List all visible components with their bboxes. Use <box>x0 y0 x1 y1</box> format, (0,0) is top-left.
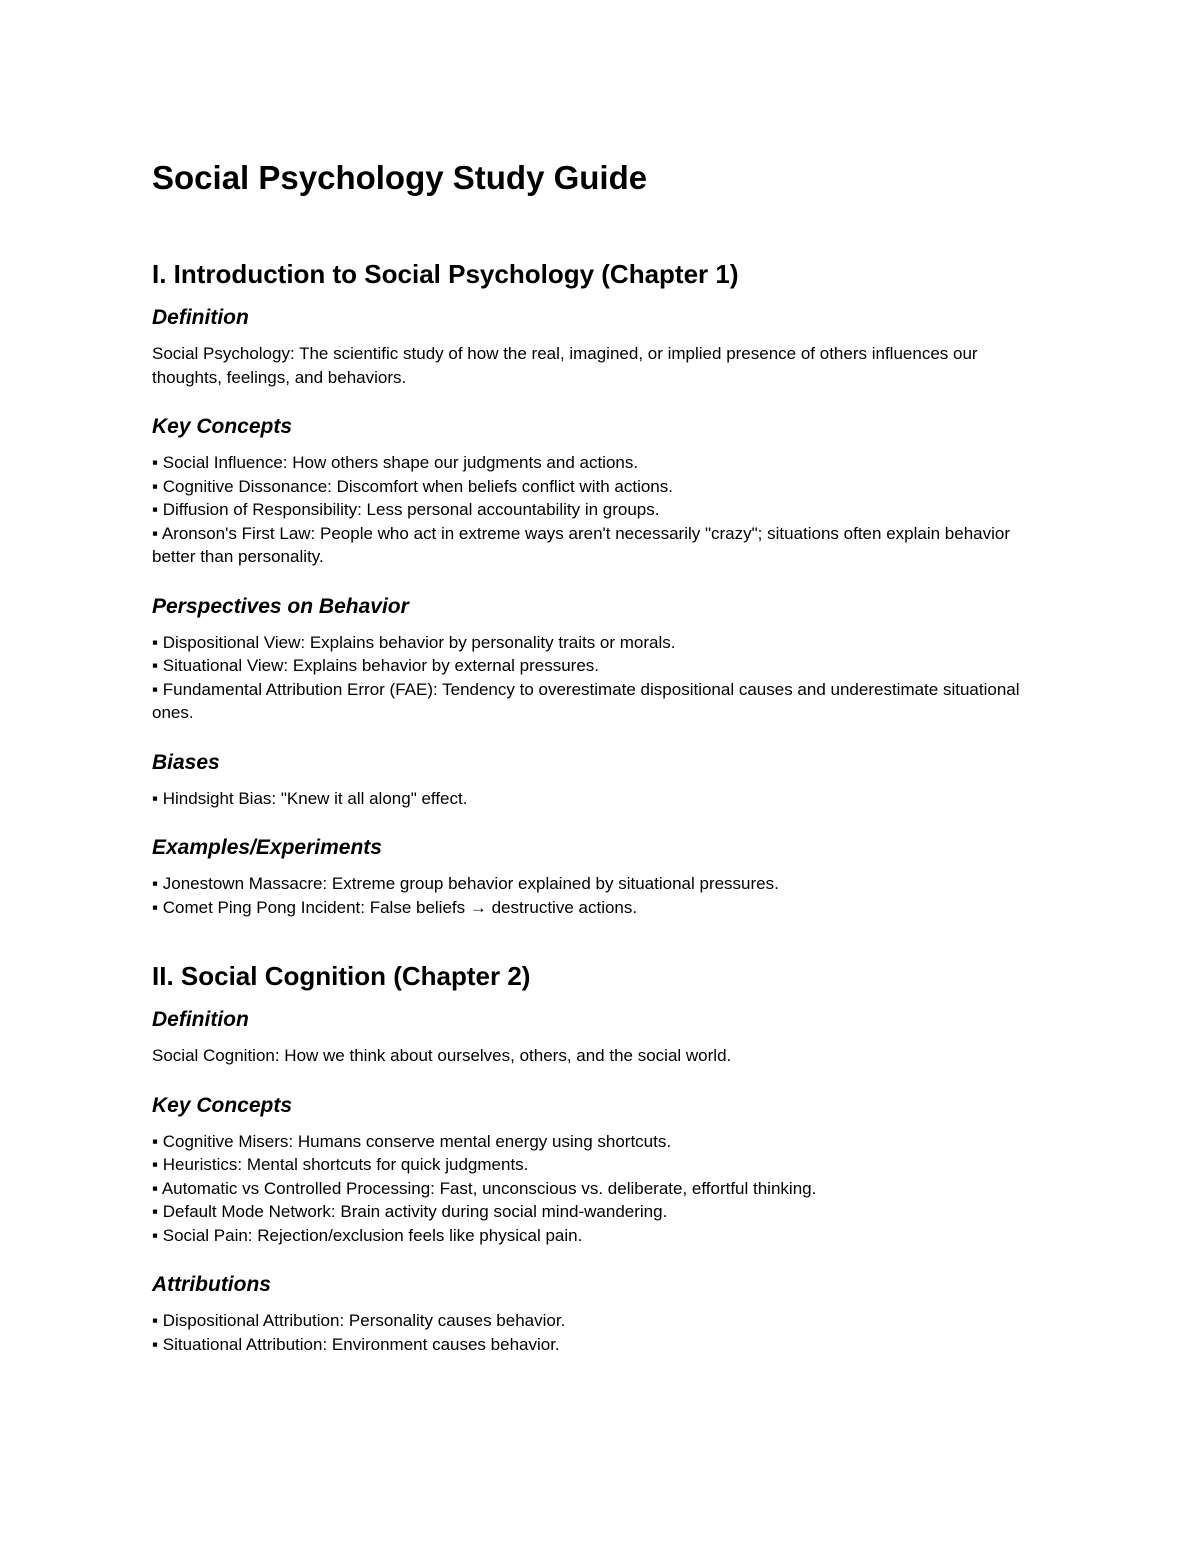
bullet-marker: ▪ <box>152 500 163 519</box>
chapter-2-heading: II. Social Cognition (Chapter 2) <box>152 961 531 991</box>
list-item-text: Automatic vs Controlled Processing: Fast, unconscious vs. deliberate, effortful thinking. <box>161 1178 817 1198</box>
list-item <box>152 1153 1052 1177</box>
bullet-marker: ▪ <box>152 679 163 699</box>
chapter-1-perspectives-list <box>152 631 1052 725</box>
list-item <box>152 1309 1052 1333</box>
bullet-marker: ▪ <box>152 632 163 652</box>
bullet-marker: ▪ <box>152 476 163 496</box>
bullet-marker: ▪ <box>152 897 163 917</box>
list-item-text: Dispositional View: Explains behavior by personality traits or morals. <box>162 632 676 652</box>
list-item <box>152 654 1052 678</box>
list-item-text: Fundamental Attribution Error (FAE): Tendency to overestimate dispositional causes and underestimate situational ones. <box>152 679 1020 722</box>
bullet-marker: ▪ <box>152 1202 163 1221</box>
chapter-2-key-concepts-heading: Key Concepts <box>152 1093 293 1117</box>
list-item <box>152 475 1052 499</box>
document-title: Social Psychology Study Guide <box>152 159 648 196</box>
list-item-text: Situational Attribution: Environment causes behavior. <box>162 1334 560 1354</box>
chapter-2-attributions-list <box>152 1309 1052 1356</box>
chapter-1-examples-heading: Examples/Experiments <box>152 836 382 859</box>
bullet-marker: ▪ <box>152 1311 163 1330</box>
chapter-1-key-concepts-list <box>152 451 1052 569</box>
list-item-text: Hindsight Bias: "Knew it all along" effect. <box>162 788 468 808</box>
bullet-marker: ▪ <box>152 656 163 675</box>
list-item <box>152 1130 1052 1154</box>
list-item-text: Default Mode Network: Brain activity during social mind-wandering. <box>162 1202 668 1221</box>
list-item <box>152 631 1052 655</box>
chapter-1-heading: I. Introduction to Social Psychology (Chapter 1) <box>152 259 739 289</box>
bullet-marker: ▪ <box>152 1178 162 1198</box>
list-item <box>152 451 1052 475</box>
bullet-marker: ▪ <box>152 453 163 472</box>
list-item-text: Social Influence: How others shape our judgments and actions. <box>162 453 639 472</box>
list-item-text: Situational View: Explains behavior by external pressures. <box>162 656 600 675</box>
chapter-1-definition-text: Social Psychology: The scientific study of how the real, imagined, or implied presence of others influences our thoughts, feelings, and behaviors. <box>152 344 978 387</box>
list-item-text: Heuristics: Mental shortcuts for quick judgments. <box>162 1155 529 1174</box>
chapter-1-examples-list <box>152 872 1052 919</box>
chapter-1-biases-list <box>152 787 1052 811</box>
list-item-text: Diffusion of Responsibility: Less personal accountability in groups. <box>162 500 660 519</box>
list-item <box>152 1200 1052 1224</box>
list-item-text: Cognitive Misers: Humans conserve mental energy using shortcuts. <box>162 1131 672 1151</box>
list-item-text: Social Pain: Rejection/exclusion feels like physical pain. <box>162 1225 583 1245</box>
list-item <box>152 678 1052 725</box>
list-item <box>152 1177 1052 1201</box>
bullet-marker: ▪ <box>152 1225 163 1245</box>
chapter-2 <box>152 959 1052 1356</box>
chapter-1 <box>152 257 1052 919</box>
bullet-marker: ▪ <box>152 874 163 893</box>
list-item-text: Jonestown Massacre: Extreme group behavior explained by situational pressures. <box>162 874 779 893</box>
chapter-1-biases-heading: Biases <box>152 750 220 774</box>
chapter-1-definition-heading: Definition <box>152 306 249 329</box>
chapter-1-key-concepts-heading: Key Concepts <box>152 415 293 438</box>
list-item <box>152 872 1052 896</box>
list-item <box>152 498 1052 522</box>
list-item-text: Comet Ping Pong Incident: False beliefs → destructive actions. <box>162 897 638 917</box>
list-item <box>152 522 1052 569</box>
bullet-marker: ▪ <box>152 523 162 543</box>
list-item <box>152 787 1052 811</box>
chapter-2-key-concepts-list <box>152 1130 1052 1248</box>
chapter-2-attributions-heading: Attributions <box>152 1273 271 1296</box>
bullet-marker: ▪ <box>152 1131 163 1151</box>
chapter-2-definition-text: Social Cognition: How we think about ourselves, others, and the social world. <box>152 1046 732 1065</box>
document-page <box>152 150 1052 1396</box>
list-item <box>152 896 1052 920</box>
list-item-text: Aronson's First Law: People who act in extreme ways aren't necessarily "crazy"; situations often explain behavior better than personality. <box>152 523 1010 566</box>
list-item <box>152 1333 1052 1357</box>
chapter-1-perspectives-heading: Perspectives on Behavior <box>152 594 409 618</box>
list-item-text: Dispositional Attribution: Personality causes behavior. <box>162 1311 566 1330</box>
bullet-marker: ▪ <box>152 1155 163 1174</box>
chapter-2-definition-heading: Definition <box>152 1008 249 1031</box>
bullet-marker: ▪ <box>152 788 163 808</box>
list-item <box>152 1224 1052 1248</box>
bullet-marker: ▪ <box>152 1334 163 1354</box>
list-item-text: Cognitive Dissonance: Discomfort when beliefs conflict with actions. <box>162 476 673 496</box>
